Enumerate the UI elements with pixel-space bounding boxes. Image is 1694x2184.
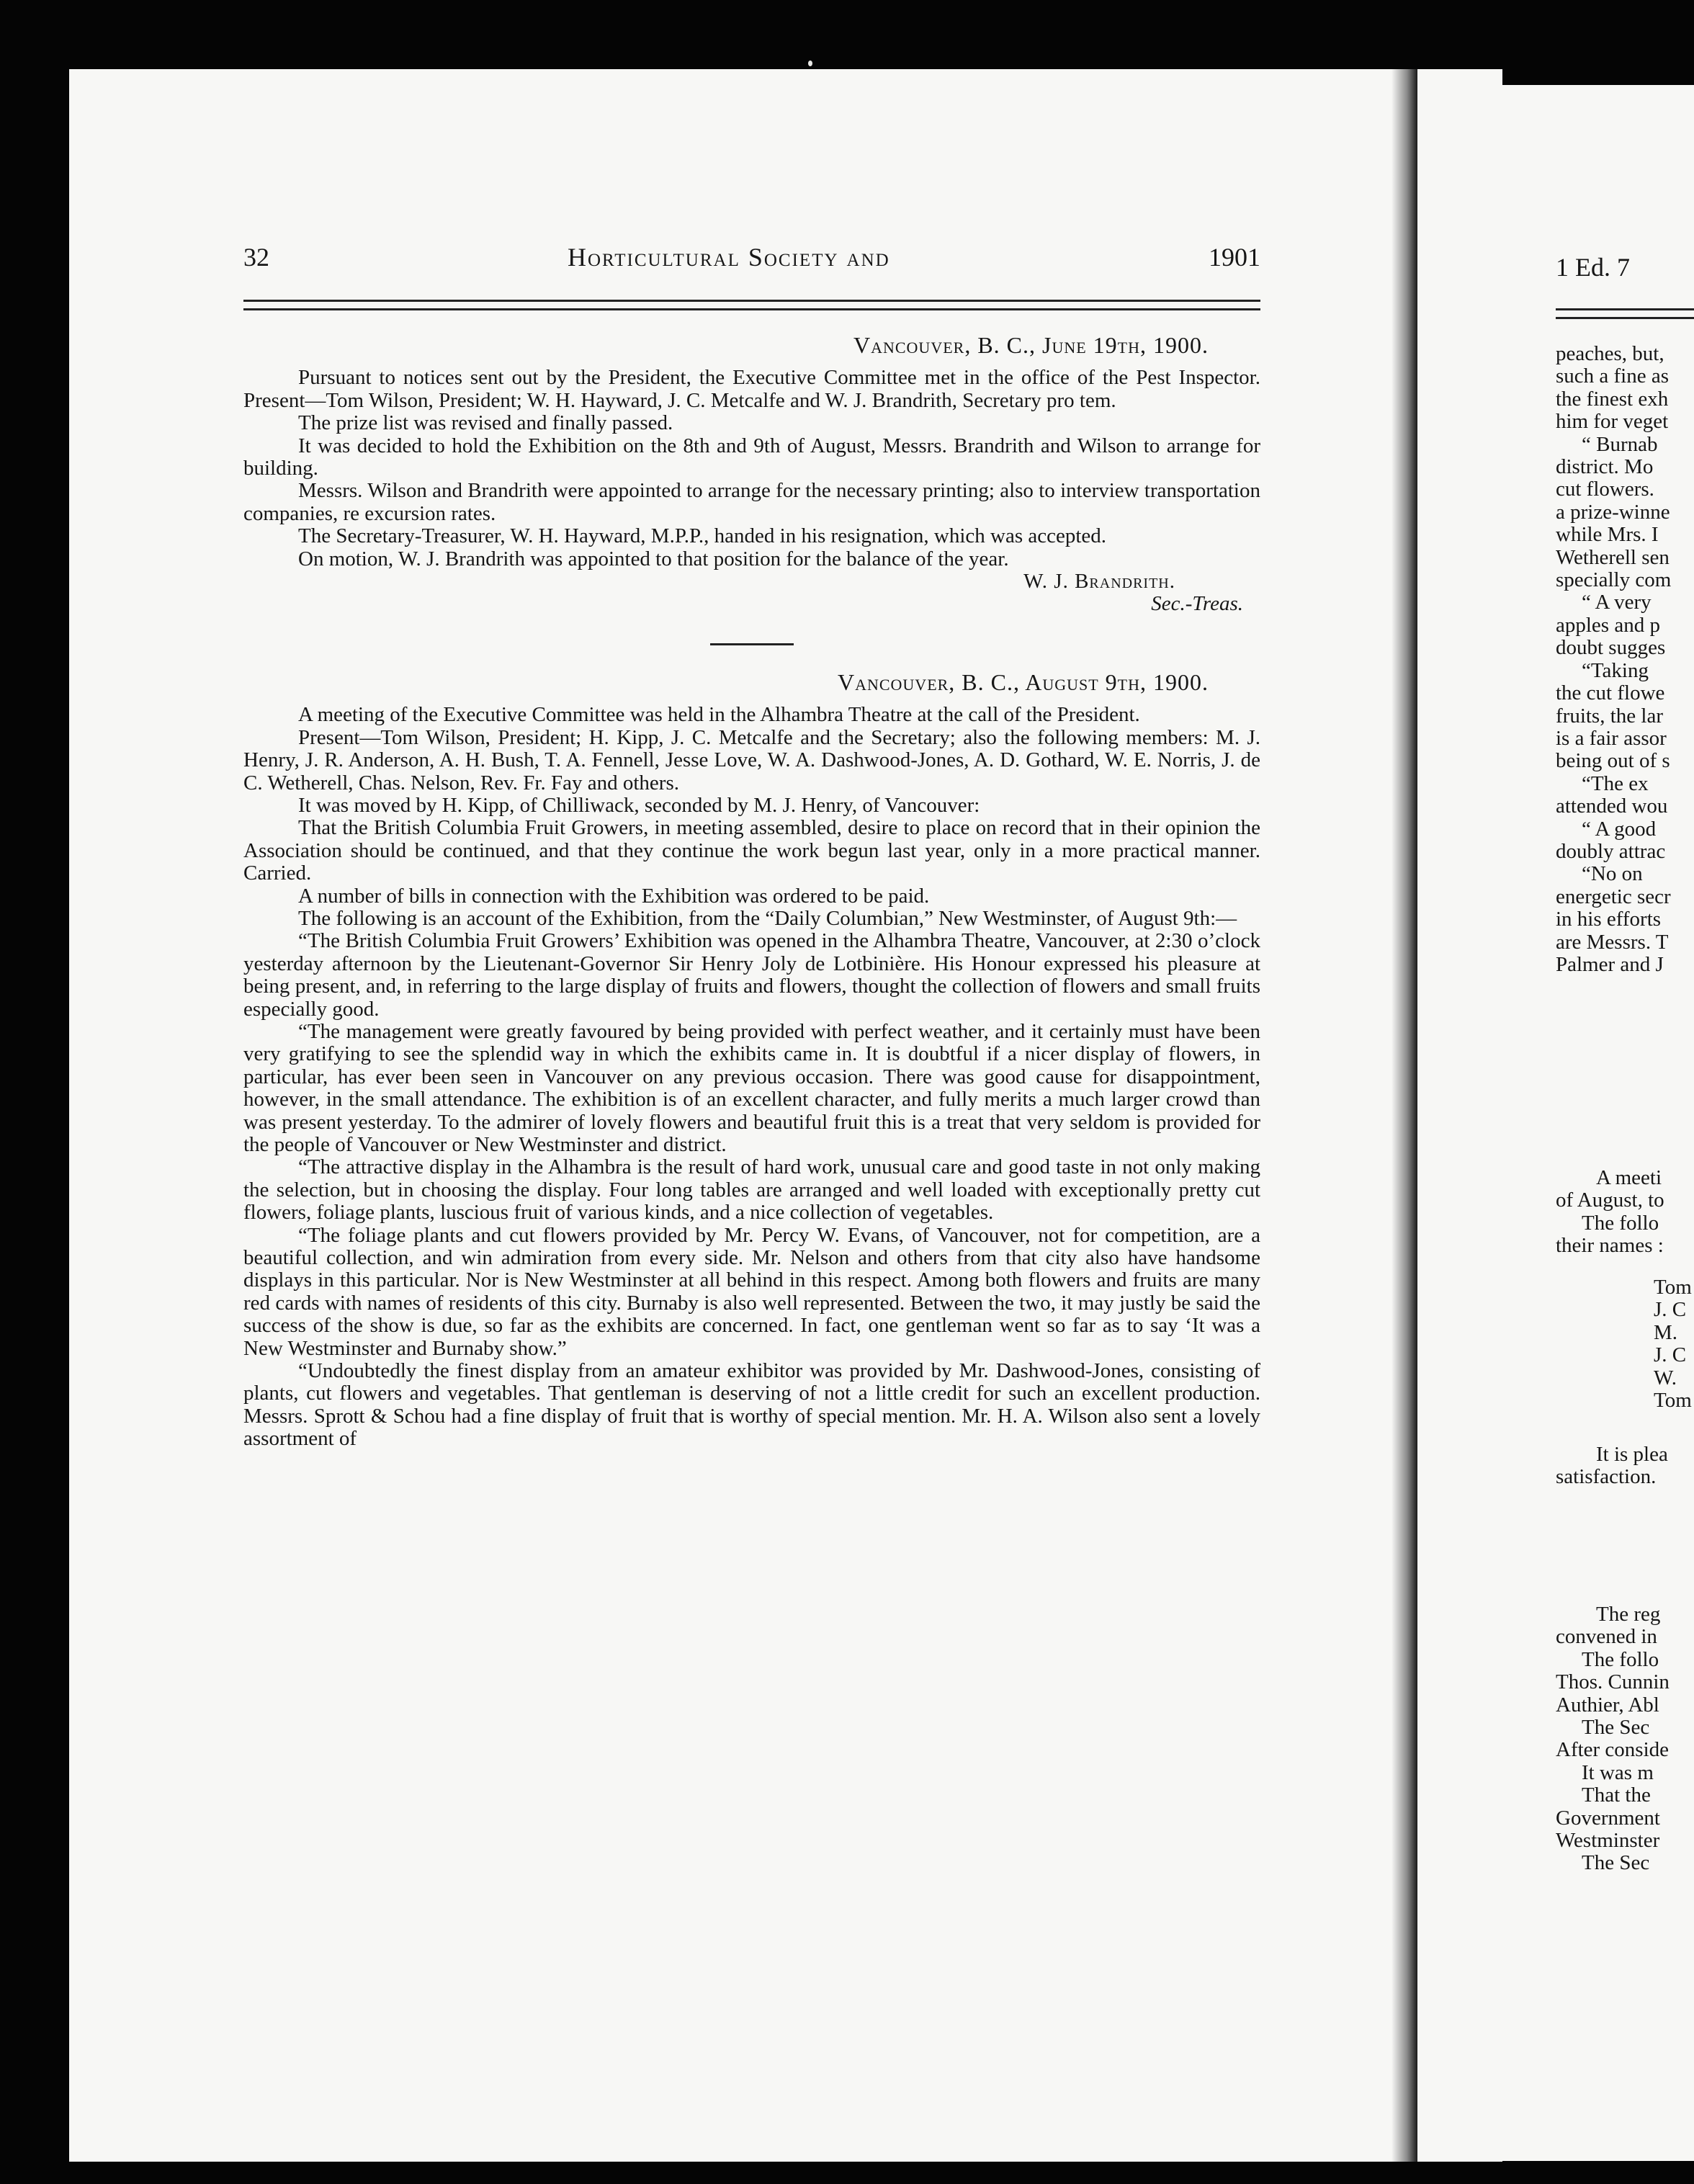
right-line: while Mrs. I	[1556, 523, 1659, 547]
right-line: energetic secr	[1556, 885, 1671, 908]
right-line: It was m	[1582, 1760, 1654, 1784]
right-line: a prize-winne	[1556, 500, 1670, 524]
right-line: A meeti	[1596, 1166, 1662, 1189]
right-column-mid2	[1556, 1444, 1668, 1489]
paragraph: “The management were greatly favoured by being provided with perfect weather, and it certainly must have been very gratifying to see the splendid way in which the exhibits came in. It is doubtful if a nicer display of flowers, in particular, has ever been seen in Vancouver on any previous occasion. There was good cause for disappointment, however, in the small attendance. The exhibition is of an excellent character, and fully merits a much larger crowd than was present yesterday. To the admirer of lovely flowers and beautiful fruit this is a treat that very seldom is provided for the people of Vancouver or New Westminster and district.	[243, 1019, 1260, 1156]
paragraph: Pursuant to notices sent out by the President, the Executive Committee met in the office of the Pest Inspector. Present—Tom Wilson, President; W. H. Hayward, J. C. Metcalfe and W. J. Brandrith, Secretary pro tem.	[243, 366, 1260, 412]
right-column-top	[1556, 343, 1671, 976]
right-line: in his efforts	[1556, 908, 1662, 931]
main-column	[243, 334, 1260, 1451]
right-line: attended wou	[1556, 795, 1668, 818]
ink-speck	[808, 61, 812, 66]
right-line: their names :	[1556, 1234, 1664, 1258]
right-line: Government	[1556, 1806, 1660, 1830]
right-line: Palmer and J	[1556, 952, 1664, 976]
right-list-item: J. C	[1654, 1343, 1687, 1367]
paragraph: “The British Columbia Fruit Growers’ Exhibition was opened in the Alhambra Theatre, Vancouver, at 2:30 o’clock yesterday afternoon by the Lieutenant-Governor Sir Henry Joly de Lotbinière. His Honour expressed his pleasure at being present, and, in referring to the large display of fruits and flowers, thought the collection of flowers and small fruits especially good.	[243, 929, 1260, 1021]
paragraph: “Undoubtedly the finest display from an amateur exhibitor was provided by Mr. Dashwood-Jones, consisting of plants, cut flowers and vegetables. That gentleman is deserving of not a little credit for such an excellent production. Messrs. Sprott & Schou had a fine display of fruit that is worthy of special mention. Mr. H. A. Wilson also sent a lovely assortment of	[243, 1359, 1260, 1451]
right-list-item: M.	[1654, 1320, 1678, 1344]
right-line: The Sec	[1582, 1851, 1650, 1875]
right-line: cut flowers.	[1556, 478, 1654, 501]
right-header-rule-top	[1556, 308, 1694, 310]
running-title: Horticultural Society and	[568, 243, 890, 272]
right-list-item: J. C	[1654, 1298, 1687, 1322]
right-line: Westminster	[1556, 1829, 1660, 1853]
right-line: him for veget	[1556, 410, 1669, 434]
paragraph: The Secretary-Treasurer, W. H. Hayward, M.P.P., handed in his resignation, which was accepted.	[298, 524, 1107, 548]
right-line: It is plea	[1596, 1443, 1668, 1466]
right-line: The reg	[1596, 1603, 1661, 1626]
right-line: The Sec	[1582, 1716, 1650, 1740]
paragraph: “The attractive display in the Alhambra is the result of hard work, unusual care and good taste in not only making the selection, but in choosing the display. Four long tables are arranged and well loaded with exceptionally pretty cut flowers, foliage plants, luscious fruit of various kinds, and a nice collection of vegetables.	[243, 1155, 1260, 1225]
header-year: 1901	[1209, 243, 1260, 272]
right-line: fruits, the lar	[1556, 704, 1663, 728]
right-line: of August, to	[1556, 1189, 1664, 1212]
right-line: peaches, but,	[1556, 342, 1664, 365]
right-list-item: Tom	[1654, 1389, 1692, 1413]
right-line: “ A very	[1582, 591, 1652, 614]
paragraph: It was decided to hold the Exhibition on the 8th and 9th of August, Messrs. Brandrith and Wilson to arrange for building.	[243, 434, 1260, 480]
paragraph: The prize list was revised and finally passed.	[298, 411, 673, 435]
right-line: Authier, Abl	[1556, 1693, 1659, 1717]
right-line: The follo	[1582, 1647, 1659, 1671]
paragraph: A number of bills in connection with the Exhibition was ordered to be paid.	[298, 884, 930, 908]
signature-name: W. J. Brandrith.	[1023, 570, 1175, 594]
right-column-mid	[1556, 1167, 1664, 1258]
right-line: apples and p	[1556, 613, 1660, 637]
right-line: “Taking	[1582, 658, 1649, 682]
right-line: the cut flowe	[1556, 681, 1665, 705]
right-line: After conside	[1556, 1738, 1670, 1762]
paragraph: That the British Columbia Fruit Growers, in meeting assembled, desire to place on record that in their opinion the Association should be continued, and that they continue the work begun last year, only in a more practical manner. Carried.	[243, 816, 1260, 885]
paragraph: The following is an account of the Exhibition, from the “Daily Columbian,” New Westminster, of August 9th:—	[298, 906, 1237, 930]
page-gutter	[1392, 69, 1417, 2162]
right-line: district. Mo	[1556, 455, 1654, 479]
right-line: is a fair assor	[1556, 726, 1667, 750]
right-line: doubly attrac	[1556, 839, 1666, 863]
right-list-item: Tom	[1654, 1276, 1692, 1299]
right-line: such a fine as	[1556, 364, 1670, 388]
dateline-august: Vancouver, B. C., August 9th, 1900.	[837, 668, 1209, 695]
right-line: being out of s	[1556, 749, 1670, 773]
page-number: 32	[243, 243, 269, 272]
right-header-rule-bottom	[1556, 317, 1694, 319]
right-line: Thos. Cunnin	[1556, 1670, 1670, 1694]
dateline-june: Vancouver, B. C., June 19th, 1900.	[853, 332, 1209, 358]
right-line: are Messrs. T	[1556, 930, 1669, 954]
right-line: doubt sugges	[1556, 636, 1666, 660]
paragraph: Messrs. Wilson and Brandrith were appointed to arrange for the necessary printing; also to interview transportation companies, re excursion rates.	[243, 479, 1260, 525]
right-line: satisfaction.	[1556, 1465, 1657, 1489]
paragraph: “The foliage plants and cut flowers provided by Mr. Percy W. Evans, of Vancouver, not for competition, are a beautiful collection, and win admiration from every side. Mr. Nelson and others from that city also have handsome displays in this particular. Nor is New Westminster at all behind in this respect. Among both flowers and fruits are many red cards with names of residents of this city. Burnaby is also well represented. Between the two, it may justly be said the success of the show is due, so far as the exhibits are concerned. In fact, one gentleman went so far as to say ‘It was a New Westminster and Burnaby show.”	[243, 1223, 1260, 1360]
signature-title: Sec.-Treas.	[1151, 592, 1243, 616]
right-line: The follo	[1582, 1211, 1659, 1235]
right-line: That the	[1582, 1784, 1651, 1807]
section-divider	[710, 643, 794, 645]
right-line: “ A good	[1582, 817, 1657, 841]
right-page-header: 1 Ed. 7	[1556, 253, 1630, 282]
right-line: Wetherell sen	[1556, 545, 1670, 569]
right-line: “No on	[1582, 862, 1643, 886]
right-list-item: W.	[1654, 1366, 1677, 1389]
paragraph: It was moved by H. Kipp, of Chilliwack, seconded by M. J. Henry, of Vancouver:	[298, 793, 980, 817]
running-header	[243, 242, 1260, 285]
paragraph: A meeting of the Executive Committee was held in the Alhambra Theatre at the call of the President.	[298, 703, 1140, 727]
right-member-list	[1654, 1276, 1692, 1412]
right-line: specially com	[1556, 568, 1672, 592]
paragraph: On motion, W. J. Brandrith was appointed to that position for the balance of the year.	[298, 547, 1009, 570]
right-line: the finest exh	[1556, 387, 1669, 411]
header-rule-top	[243, 300, 1260, 302]
right-line: “The ex	[1582, 771, 1649, 795]
header-rule-bottom	[243, 308, 1260, 310]
right-column-bottom	[1556, 1603, 1670, 1875]
right-line: convened in	[1556, 1625, 1657, 1649]
right-line: “ Burnab	[1582, 432, 1658, 456]
paragraph: Present—Tom Wilson, President; H. Kipp, J. C. Metcalfe and the Secretary; also the following members: M. J. Henry, J. R. Anderson, A. H. Bush, T. A. Fennell, Jesse Love, W. A. Dashwood-Jones, A. D. Gothard, W. E. Norris, J. de C. Wetherell, Chas. Nelson, Rev. Fr. Fay and others.	[243, 725, 1260, 795]
